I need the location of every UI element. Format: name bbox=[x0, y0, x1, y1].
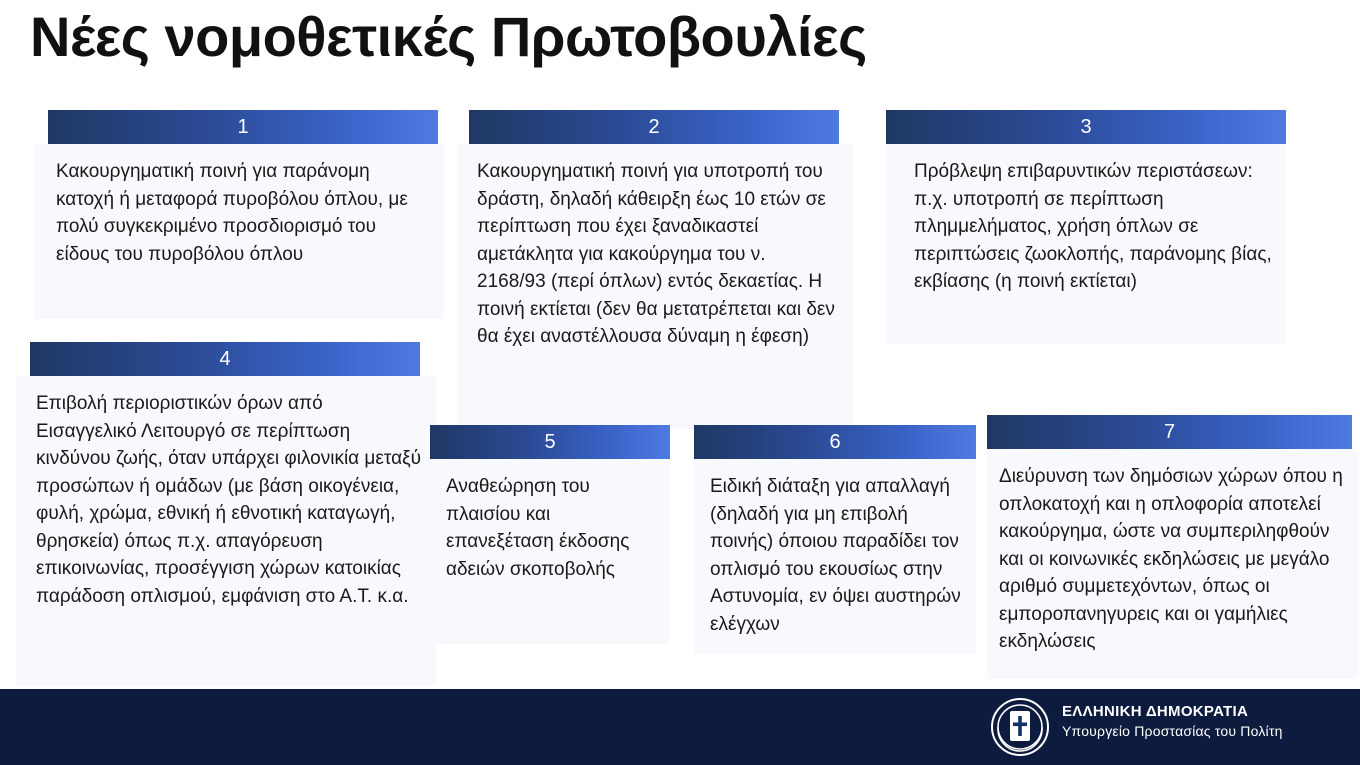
card-2-text: Κακουργηματική ποινή για υποτροπή του δράστη, δηλαδή κάθειρξη έως 10 ετών σε περίπτωση που έχει ξαναδικαστεί αμετάκλητα για κακούργημα του ν. 2168/93 (περί όπλων) εντός δεκαετίας. Η ποινή εκτίεται (δεν θα μετατρέπεται και δεν θα έχει αναστέλλουσα δύναμη η έφεση) bbox=[457, 144, 853, 429]
card-1-number: 1 bbox=[48, 110, 438, 144]
card-4-number: 4 bbox=[30, 342, 420, 376]
card-2 bbox=[457, 110, 853, 429]
card-1-text: Κακουργηματική ποινή για παράνομη κατοχή ή μεταφορά πυροβόλου όπλου, με πολύ συγκεκριμένο προσδιορισμό του είδους του πυροβόλου όπλου bbox=[34, 144, 444, 319]
card-5-number: 5 bbox=[430, 425, 670, 459]
footer-ministry: Υπουργείο Προστασίας του Πολίτη bbox=[1062, 723, 1283, 739]
page-title: Νέες νομοθετικές Πρωτοβουλίες bbox=[30, 5, 867, 68]
card-7-text: Διεύρυνση των δημόσιων χώρων όπου η οπλοκατοχή και η οπλοφορία αποτελεί κακούργημα, ώστε να συμπεριληφθούν και οι κοινωνικές εκδηλώσεις με μεγάλο αριθμό συμμετεχόντων, όπως οι εμποροπανηγυρεις και οι γαμήλιες εκδηλώσεις bbox=[987, 449, 1359, 679]
card-6 bbox=[694, 425, 976, 654]
card-3-text: Πρόβλεψη επιβαρυντικών περιστάσεων: π.χ. υποτροπή σε περίπτωση πλημμελήματος, χρήση όπλων σε περιπτώσεις ζωοκλοπής, παράνομης βίας, εκβίασης (η ποινή εκτίεται) bbox=[886, 144, 1286, 344]
card-6-text: Ειδική διάταξη για απαλλαγή (δηλαδή για μη επιβολή ποινής) όποιου παραδίδει τον οπλισμό του εκουσίως στην Αστυνομία, εν όψει αυστηρών ελέγχων bbox=[694, 459, 976, 654]
card-5-text: Αναθεώρηση του πλαισίου και επανεξέταση έκδοσης αδειών σκοποβολής bbox=[430, 459, 670, 644]
hellenic-republic-emblem-icon bbox=[990, 697, 1050, 757]
footer-organization: ΕΛΛΗΝΙΚΗ ΔΗΜΟΚΡΑΤΙΑ bbox=[1062, 703, 1249, 720]
card-2-number: 2 bbox=[469, 110, 839, 144]
card-4-text: Επιβολή περιοριστικών όρων από Εισαγγελικό Λειτουργό σε περίπτωση κινδύνου ζωής, όταν υπάρχει φιλονικία μεταξύ προσώπων ή ομάδων (με βάση οικογένεια, φυλή, χρώμα, εθνική ή εθνοτική καταγωγή, θρησκεία) όπως π.χ. απαγόρευση επικοινωνίας, προσέγγιση χώρων κατοικίας παράδοση οπλισμού, εμφάνιση στο Α.Τ. κ.α. bbox=[16, 376, 436, 686]
card-6-number: 6 bbox=[694, 425, 976, 459]
card-4 bbox=[16, 342, 436, 686]
card-7-number: 7 bbox=[987, 415, 1352, 449]
card-3-number: 3 bbox=[886, 110, 1286, 144]
card-1 bbox=[34, 110, 444, 319]
footer-text bbox=[1062, 703, 1283, 739]
card-7 bbox=[987, 415, 1352, 679]
card-3 bbox=[886, 110, 1286, 344]
card-5 bbox=[430, 425, 670, 644]
footer-bar bbox=[0, 689, 1360, 765]
